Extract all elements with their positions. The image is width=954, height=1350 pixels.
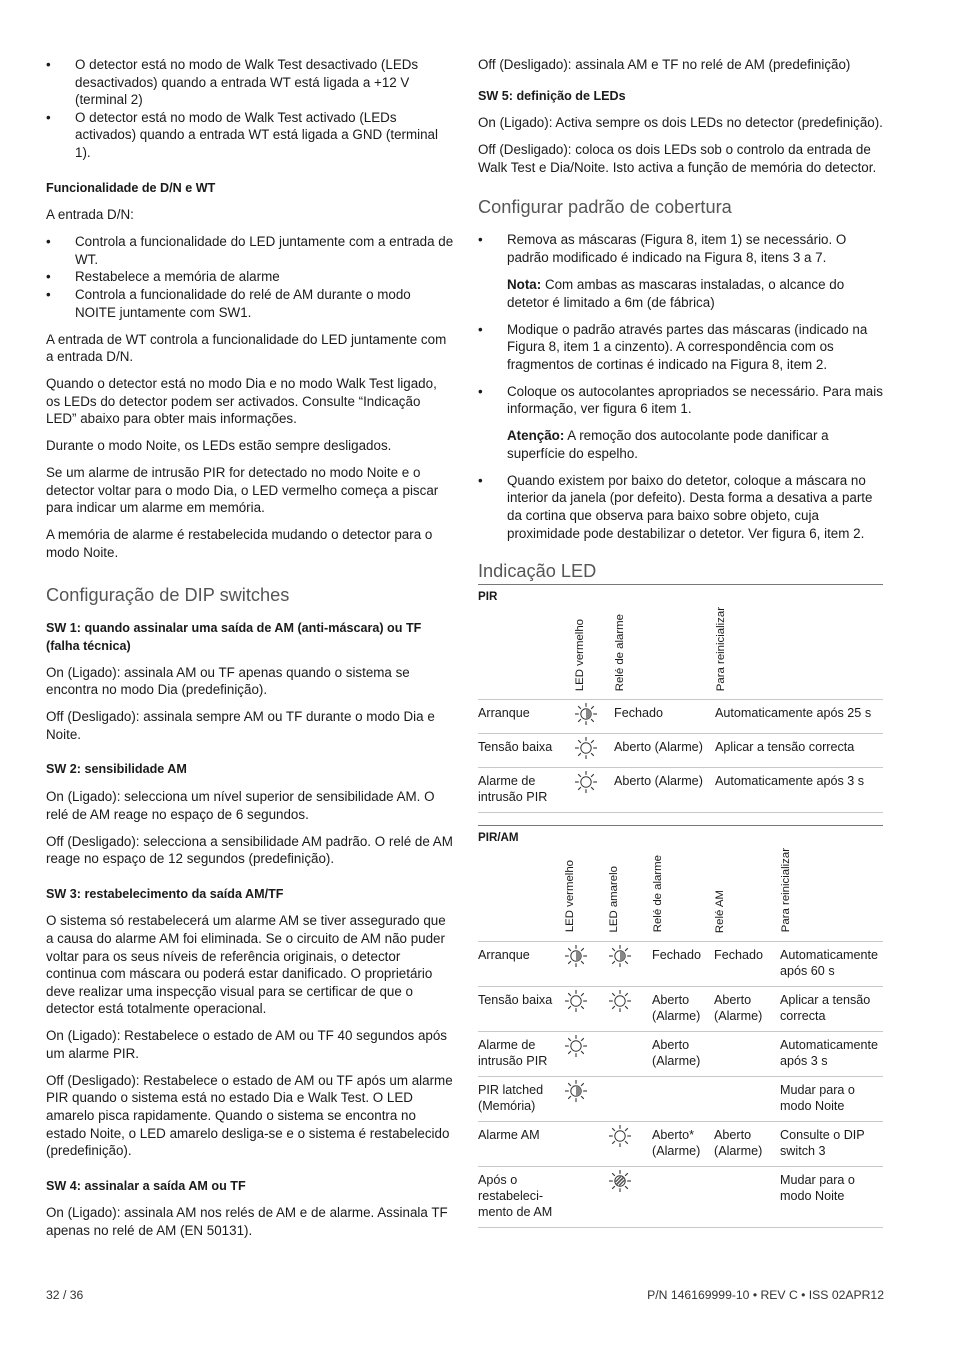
paragraph: Quando o detector está no modo Dia e no modo Walk Test ligado, os LEDs do detector podem ser activados. Consulte “Indicação LED” abaixo para obter mais informações.	[46, 376, 437, 427]
table-row	[478, 768, 883, 813]
sw2-heading: SW 2: sensibilidade AM	[46, 762, 187, 777]
sw4-heading: SW 4: assinalar a saída AM ou TF	[46, 1178, 246, 1193]
led-icon	[608, 1124, 632, 1148]
row-label: Após o restabeleci-mento de AM	[478, 1166, 564, 1227]
paragraph: Off (Desligado): Restabelece o estado de AM ou TF após um alarme PIR quando o sistema está no estado Dia e Walk Test. O LED amarelo pisca rapidamente. Quando o sistema se encontra no estado Noite, o LED amarelo desliga-se e o sistema é restabelecido (predefinição).	[46, 1072, 453, 1159]
header-reset: Para reinicializar	[715, 607, 727, 692]
table-row	[478, 1166, 883, 1227]
list-item	[478, 231, 884, 311]
list-item: • Restabelece a memória de alarme	[46, 268, 454, 286]
alarm-relay-cell: Aberto (Alarme)	[652, 1031, 714, 1076]
led-icon	[574, 702, 598, 726]
led-icon	[564, 1034, 588, 1058]
paragraph: A memória de alarme é restabelecida mudando o detector para o modo Noite.	[46, 527, 433, 560]
header-alarm-relay: Relé de alarme	[614, 614, 626, 692]
paragraph: Durante o modo Noite, os LEDs estão sempre desligados.	[46, 438, 392, 454]
paragraph: O sistema só restabelecerá um alarme AM se tiver assegurado que a causa do alarme AM foi eliminada. Se o circuito de AM não puder voltar para os seus níveis de referência originais, o detector continua com máscara ou poderá estar danificado. O proprietário deve realizar uma inspecção visual para se certificar de que o detector está totalmente operacional.	[46, 913, 446, 1017]
row-label: Alarme de intrusão PIR	[478, 1031, 564, 1076]
am-relay-cell: Aberto (Alarme)	[714, 986, 780, 1031]
pir-table	[478, 584, 883, 813]
led-icon	[564, 944, 588, 968]
alarm-relay-cell: Aberto (Alarme)	[652, 986, 714, 1031]
note	[507, 276, 884, 311]
header-led-red: LED vermelho	[574, 619, 586, 692]
alarm-relay-cell	[652, 1076, 714, 1121]
sw1-heading: SW 1: quando assinalar uma saída de AM (anti-máscara) ou TF (falha técnica)	[46, 620, 422, 653]
paragraph: On (Ligado): selecciona um nível superior de sensibilidade AM. O relé de AM reage no espaço de 6 segundos.	[46, 788, 435, 822]
paragraph: On (Ligado): assinala AM nos relés de AM e de alarme. Assinala TF apenas no relé de AM (EN 50131).	[46, 1205, 448, 1238]
paragraph: On (Ligado): assinala AM ou TF apenas quando o sistema se encontra no modo Dia (predefinição).	[46, 664, 410, 698]
list-item: • Controla a funcionalidade do LED juntamente com a entrada de WT.	[46, 233, 454, 268]
paragraph: On (Ligado): Activa sempre os dois LEDs no detector (predefinição).	[478, 115, 883, 131]
note-label: Nota:	[507, 276, 542, 292]
row-label: Tensão baixa	[478, 734, 574, 768]
am-relay-cell	[714, 1166, 780, 1227]
alarm-relay-cell: Fechado	[614, 700, 715, 734]
paragraph: Se um alarme de intrusão PIR for detectado no modo Noite e o detector voltar para o modo Dia, o LED vermelho começa a piscar para indicar um alarme em memória.	[46, 465, 439, 516]
row-label: Arranque	[478, 941, 564, 986]
attention-text: A remoção dos autocolante pode danificar a superfície do espelho.	[507, 428, 829, 461]
reset-cell: Mudar para o modo Noite	[780, 1166, 883, 1227]
paragraph: Off (Desligado): assinala sempre AM ou TF durante o modo Dia e Noite.	[46, 709, 435, 742]
led-icon	[608, 989, 632, 1013]
table-row	[478, 734, 883, 768]
reset-cell: Aplicar a tensão correcta	[715, 734, 883, 768]
am-relay-cell	[714, 1031, 780, 1076]
note-text: Com ambas as mascaras instaladas, o alcance do detetor é limitado a 6m (de fábrica)	[507, 276, 845, 310]
dn-bullets	[46, 233, 454, 321]
header-reset: Para reinicializar	[780, 848, 792, 933]
paragraph: Off (Desligado): assinala AM e TF no relé de AM (predefinição)	[478, 57, 851, 72]
table-row	[478, 700, 883, 734]
paragraph: Off (Desligado): selecciona a sensibilidade AM padrão. O relé de AM reage no espaço de 12 segundos (predefinição).	[46, 833, 453, 867]
header-led-yellow: LED amarelo	[608, 866, 620, 933]
dn-intro: A entrada D/N:	[46, 207, 134, 223]
row-label: Alarme AM	[478, 1121, 564, 1166]
row-label: Alarme de intrusão PIR	[478, 768, 574, 813]
table-row	[478, 1121, 883, 1166]
alarm-relay-cell: Aberto (Alarme)	[614, 734, 715, 768]
alarm-relay-cell: Fechado	[652, 941, 714, 986]
alarm-relay-cell: Aberto* (Alarme)	[652, 1121, 714, 1166]
paragraph: A entrada de WT controla a funcionalidade do LED juntamente com a entrada D/N.	[46, 331, 447, 365]
reset-cell: Automaticamente após 3 s	[715, 768, 883, 813]
row-label: Tensão baixa	[478, 986, 564, 1031]
walk-test-bullets	[46, 56, 454, 162]
piram-table	[478, 825, 883, 1227]
list-item: • O detector está no modo de Walk Test activado (LEDs activados) quando a entrada WT está ligada a GND (terminal 1).	[46, 109, 454, 162]
am-relay-cell	[714, 1076, 780, 1121]
alarm-relay-cell	[652, 1166, 714, 1227]
attention	[507, 427, 884, 462]
page-number: 32 / 36	[46, 1288, 84, 1302]
led-icon	[564, 989, 588, 1013]
led-icon	[608, 944, 632, 968]
led-icon	[564, 1079, 588, 1103]
paragraph: On (Ligado): Restabelece o estado de AM ou TF 40 segundos após um alarme PIR.	[46, 1028, 447, 1061]
left-column	[46, 56, 454, 1249]
reset-cell: Automaticamente após 60 s	[780, 941, 883, 986]
reset-cell: Automaticamente após 25 s	[715, 700, 883, 734]
func-heading: Funcionalidade de D/N e WT	[46, 180, 216, 195]
table-row	[478, 941, 883, 986]
list-item: • Controla a funcionalidade do relé de AM durante o modo NOITE juntamente com SW1.	[46, 286, 454, 321]
sw5-heading: SW 5: definição de LEDs	[478, 88, 626, 103]
coverage-bullets	[478, 231, 884, 542]
alarm-relay-cell: Aberto (Alarme)	[614, 768, 715, 813]
led-icon	[574, 736, 598, 760]
dip-heading: Configuração de DIP switches	[46, 584, 290, 605]
header-alarm-relay: Relé de alarme	[652, 855, 664, 933]
reset-cell: Aplicar a tensão correcta	[780, 986, 883, 1031]
coverage-heading: Configurar padrão de cobertura	[478, 197, 732, 218]
list-item-text: • Remova as máscaras (Figura 8, item 1) se necessário. O padrão modificado é indicado na Figura 8, itens 3 a 7.	[507, 232, 847, 265]
right-column	[478, 56, 884, 1228]
pir-section-label: PIR	[478, 585, 883, 608]
led-heading: Indicação LED	[478, 561, 597, 582]
table-row	[478, 1076, 883, 1121]
led-icon	[608, 1169, 632, 1193]
paragraph: Off (Desligado): coloca os dois LEDs sob o controlo da entrada de Walk Test e Dia/Noite. Isto activa a função de memória do detector.	[478, 142, 877, 175]
led-icon	[574, 770, 598, 794]
header-am-relay: Relé AM	[714, 889, 726, 933]
reset-cell: Mudar para o modo Noite	[780, 1076, 883, 1121]
header-led-red: LED vermelho	[564, 860, 576, 933]
row-label: PIR latched (Memória)	[478, 1076, 564, 1121]
am-relay-cell: Aberto (Alarme)	[714, 1121, 780, 1166]
reset-cell: Automaticamente após 3 s	[780, 1031, 883, 1076]
am-relay-cell: Fechado	[714, 941, 780, 986]
table-row	[478, 986, 883, 1031]
list-item: • O detector está no modo de Walk Test desactivado (LEDs desactivados) quando a entrada WT está ligada a +12 V (terminal 2)	[46, 56, 454, 109]
sw3-heading: SW 3: restabelecimento da saída AM/TF	[46, 886, 284, 901]
attention-label: Atenção:	[507, 428, 565, 444]
list-item	[478, 383, 884, 463]
row-label: Arranque	[478, 700, 574, 734]
list-item: • Quando existem por baixo do detetor, coloque a máscara no interior da janela (por defeito). Desta forma a desativa a parte da cortina que observa para baixo sobre objeto, cuja proximidade pode destabilizar o detetor. Ver figura 6, item 2.	[478, 472, 884, 542]
piram-section-label: PIR/AM	[478, 826, 883, 849]
list-item-text: • Coloque os autocolantes apropriados se necessário. Para mais informação, ver figura 6 item 1.	[507, 383, 883, 417]
part-number: P/N 146169999-10 • REV C • ISS 02APR12	[647, 1288, 884, 1302]
reset-cell: Consulte o DIP switch 3	[780, 1121, 883, 1166]
table-row	[478, 1031, 883, 1076]
list-item: • Modique o padrão através partes das máscaras (indicado na Figura 8, item 1 a cinzento). A correspondência com os fragmentos de cortinas é indicado na Figura 8, item 2.	[478, 321, 884, 374]
